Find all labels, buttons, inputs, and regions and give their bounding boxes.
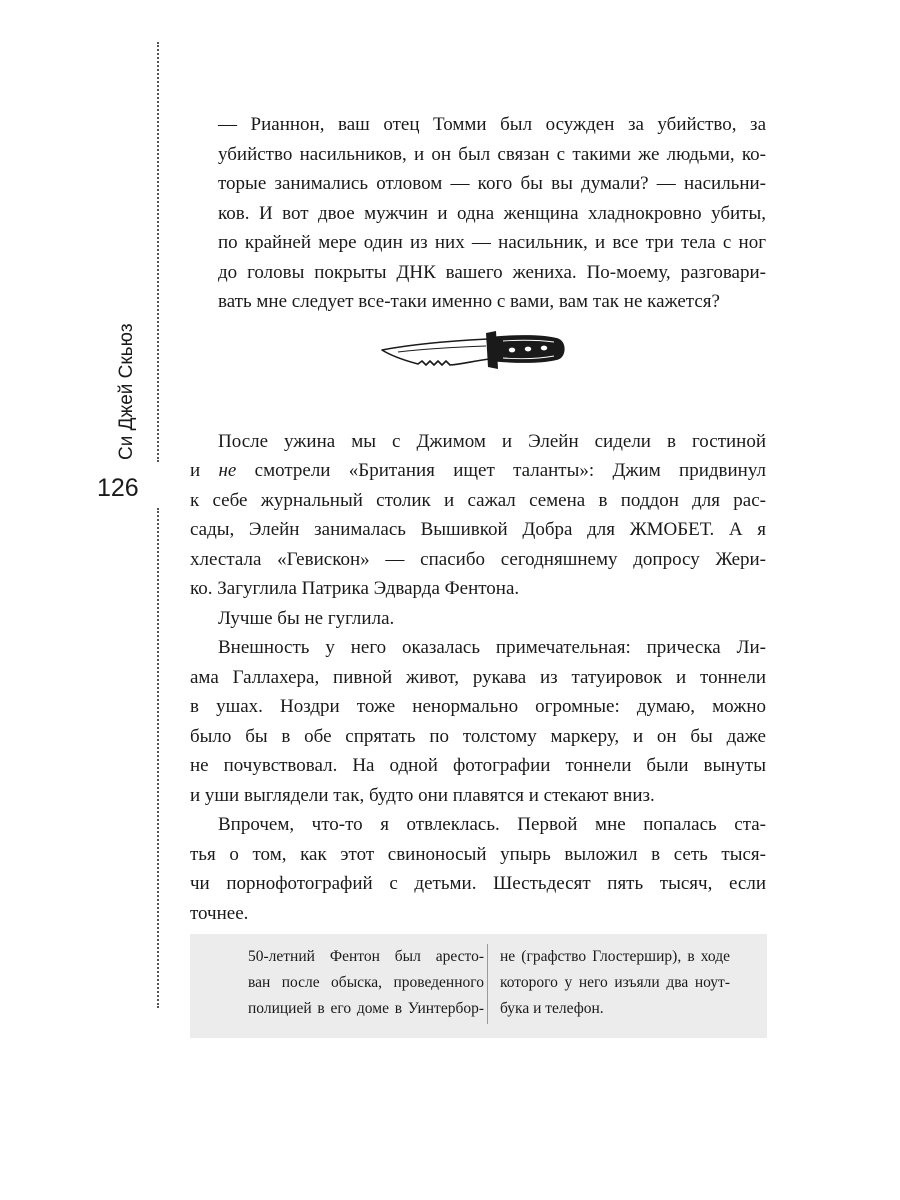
margin-dotted-rule-bottom: [157, 508, 159, 1008]
clipping-line: бука и телефон.: [500, 1000, 604, 1017]
paragraph-appearance: [190, 633, 766, 810]
text-line: торые занимались отловом — кого бы вы думали? — насильни-: [218, 173, 766, 194]
text-fragment: и: [190, 460, 201, 481]
text-line: После ужина мы с Джимом и Элейн сидели в гостиной: [218, 430, 766, 452]
text-line: тья о том, как этот свиноносый упырь выложил в сеть тыся-: [190, 843, 766, 865]
text-line: и уши выглядели так, будто они плавятся и стекают вниз.: [190, 784, 655, 806]
clipping-line: которого у него изъяли два ноут-: [500, 974, 730, 991]
clipping-line: ван после обыска, проведенного: [248, 974, 484, 991]
text-line: ков. И вот двое мужчин и одна женщина хладнокровно убиты,: [218, 202, 766, 224]
body-text: [190, 110, 766, 928]
paragraph-evening: [190, 427, 766, 604]
margin-dotted-rule-top: [157, 42, 159, 462]
clipping-line: полицией в его доме в Уинтербор-: [248, 1000, 484, 1017]
emphasis-text: не: [218, 460, 237, 481]
clipping-column-divider: [487, 944, 488, 1024]
text-line: вать мне следует все-таки именно с вами, вам так не кажется?: [218, 291, 720, 312]
text-line: Внешность у него оказалась примечательная: прическа Ли-: [218, 637, 766, 658]
clipping-column-right: [500, 944, 730, 1022]
text-line: Лучше бы не гуглила.: [218, 607, 395, 629]
text-line: ама Галлахера, пивной живот, рукава из татуировок и тоннели: [190, 666, 766, 688]
paragraph-short: [190, 604, 766, 634]
news-clipping-box: [190, 934, 767, 1038]
text-line: сады, Элейн занималась Вышивкой Добра для ЖМОБЕТ. А я: [190, 519, 766, 540]
text-line: к себе журнальный столик и сажал семена в поддон для рас-: [190, 489, 766, 511]
text-fragment: смотрели «Британия ищет таланты»: Джим придвинул: [254, 460, 766, 481]
knife-icon: [378, 323, 578, 377]
text-line: — Рианнон, ваш отец Томми был осужден за убийство, за: [218, 114, 766, 135]
text-line: до головы покрыты ДНК вашего жениха. По-моему, разговари-: [218, 261, 766, 283]
clipping-line: 50-летний Фентон был аресто-: [248, 948, 484, 965]
text-line-with-emphasis: [190, 456, 766, 486]
text-line: точнее.: [190, 902, 249, 924]
text-line: по крайней мере один из них — насильник, и все три тела с ног: [218, 232, 766, 253]
text-line: чи порнофотографий с детьми. Шестьдесят пять тысяч, если: [190, 873, 766, 894]
paragraph-article: [190, 810, 766, 928]
running-head-author: Си Джей Скьюз: [116, 323, 137, 460]
text-line: Впрочем, что-то я отвлеклась. Первой мне попалась ста-: [218, 814, 766, 835]
clipping-column-left: [248, 944, 484, 1022]
clipping-line: не (графство Глостершир), в ходе: [500, 948, 730, 965]
text-line: было бы в обе спрятать по толстому маркеру, и он бы даже: [190, 725, 766, 747]
page-number: 126: [97, 474, 139, 502]
text-line: убийство насильников, и он был связан с такими же людьми, ко-: [218, 143, 766, 165]
text-line: ко. Загуглила Патрика Эдварда Фентона.: [190, 578, 520, 599]
text-line: в ушах. Ноздри тоже ненормально огромные: думаю, можно: [190, 696, 766, 717]
text-line: не почувствовал. На одной фотографии тоннели были вынуты: [190, 755, 766, 776]
text-line: хлестала «Гевискон» — спасибо сегодняшнему допросу Жери-: [190, 548, 766, 570]
paragraph-dialogue: [190, 110, 766, 317]
